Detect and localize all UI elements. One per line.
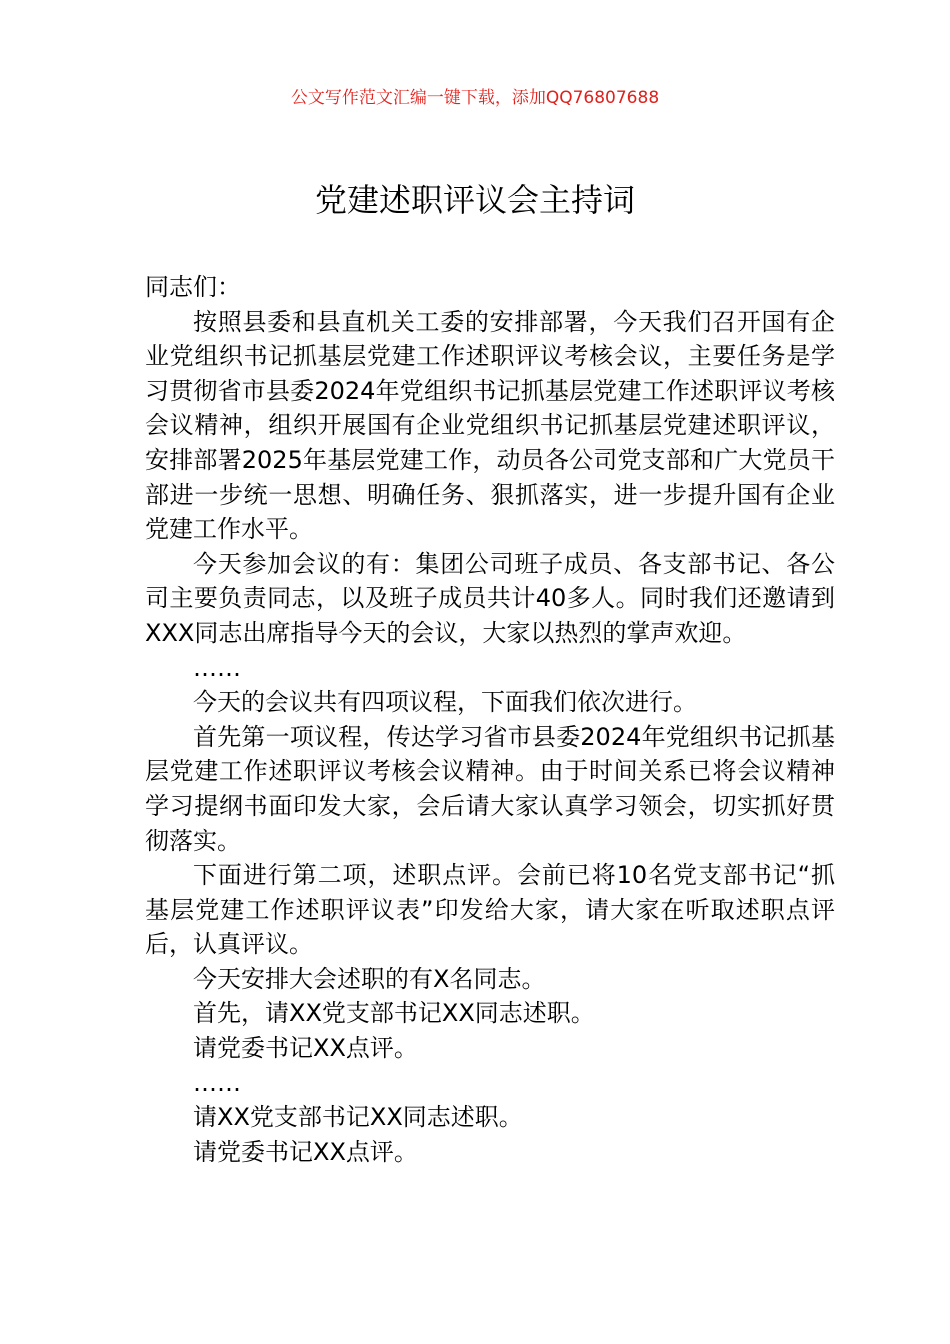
paragraph-10: 请党委书记XX点评。 xyxy=(193,1137,418,1166)
header-note: 公文写作范文汇编一键下载，添加QQ76807688 xyxy=(290,88,660,108)
paragraph-3: 今天的会议共有四项议程，下面我们依次进行。 xyxy=(193,688,697,717)
paragraph-6: 今天安排大会述职的有X名同志。 xyxy=(193,964,546,993)
document-body xyxy=(145,270,835,1169)
paragraph-9: 请XX党支部书记XX同志述职。 xyxy=(193,1103,523,1132)
paragraph-2: 今天参加会议的有：集团公司班子成员、各支部书记、各公司主要负责同志，以及班子成员共计40多人。同时我们还邀请到XXX同志出席指导今天的会议，大家以热烈的掌声欢迎。 xyxy=(145,549,835,647)
salutation: 同志们： xyxy=(145,273,241,301)
paragraph-1: 按照县委和县直机关工委的安排部署，今天我们召开国有企业党组织书记抓基层党建工作述职评议考核会议，主要任务是学习贯彻省市县委2024年党组织书记抓基层党建工作述职评议考核会议精神，组织开展国有企业党组织书记抓基层党建述职评议，安排部署2025年基层党建工作，动员各公司党支部和广大党员干部进一步统一思想、明确任务、狠抓落实，进一步提升国有企业党建工作水平。 xyxy=(145,307,835,544)
ellipsis-1: …… xyxy=(193,653,241,682)
paragraph-7: 首先，请XX党支部书记XX同志述职。 xyxy=(193,999,595,1028)
paragraph-4: 首先第一项议程，传达学习省市县委2024年党组织书记抓基层党建工作述职评议考核会议精神。由于时间关系已将会议精神学习提纲书面印发大家，会后请大家认真学习领会，切实抓好贯彻落实。 xyxy=(145,722,835,855)
paragraph-5: 下面进行第二项，述职点评。会前已将10名党支部书记“抓基层党建工作述职评议表”印发给大家，请大家在听取述职点评后，认真评议。 xyxy=(145,861,835,959)
document-title: 党建述职评议会主持词 xyxy=(314,181,635,219)
ellipsis-2: …… xyxy=(193,1068,241,1097)
paragraph-8: 请党委书记XX点评。 xyxy=(193,1034,418,1063)
